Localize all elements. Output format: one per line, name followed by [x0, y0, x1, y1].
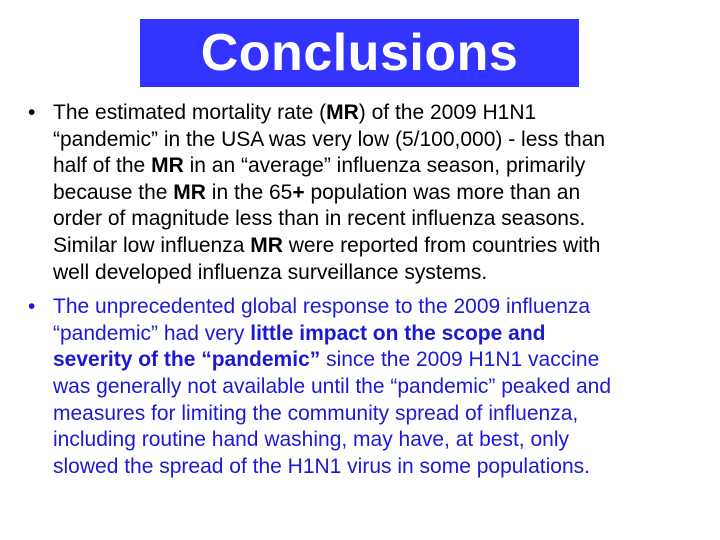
text-run-bold: severity of the “pandemic”	[53, 348, 321, 372]
text-run: The estimated mortality rate (	[53, 101, 327, 124]
text-run-bold: MR	[151, 154, 184, 178]
text-run: were reported from countries with	[282, 233, 601, 257]
text-line: measures for limiting the community spread of influenza,	[53, 401, 579, 425]
text-run: because the	[53, 180, 174, 204]
text-run: half of the	[53, 154, 152, 178]
text-line: order of magnitude less than in recent influenza seasons.	[53, 207, 586, 231]
bullet-marker: •	[28, 101, 36, 124]
text-line	[53, 233, 708, 260]
text-run-bold: MR	[173, 180, 206, 204]
text-run-bold: MR	[326, 101, 359, 124]
text-line: including routine hand washing, may have, at best, only	[53, 428, 569, 452]
text-run: in an “average” influenza season, primarily	[183, 154, 586, 178]
text-line	[53, 180, 708, 207]
text-line	[53, 100, 708, 127]
text-line	[53, 153, 708, 180]
text-line: slowed the spread of the H1N1 virus in some populations.	[53, 454, 590, 478]
text-line: well developed influenza surveillance systems.	[53, 260, 488, 284]
text-run-bold: +	[292, 180, 305, 204]
text-run: since the 2009 H1N1 vaccine	[320, 348, 600, 372]
bullet-mortality-rate	[28, 100, 708, 286]
text-line	[53, 347, 708, 374]
text-run: Similar low influenza	[53, 233, 251, 257]
text-line: was generally not available until the “pandemic” peaked and	[53, 374, 612, 398]
text-run-bold: little impact on the scope and	[250, 321, 546, 345]
page-title: Conclusions	[200, 24, 519, 82]
text-line: “pandemic” in the USA was very low (5/100,000) - less than	[53, 127, 606, 151]
text-run-bold: MR	[250, 233, 283, 257]
text-line: The unprecedented global response to the 2009 influenza	[53, 295, 591, 319]
text-line	[53, 321, 708, 348]
title-banner	[140, 19, 579, 87]
text-run: in the 65	[205, 180, 293, 204]
bullet-global-response	[28, 294, 708, 480]
text-run: population was more than an	[304, 180, 581, 204]
bullet-marker: •	[28, 295, 36, 319]
text-run: “pandemic” had very	[53, 321, 251, 345]
conclusions-list	[28, 100, 708, 480]
text-run: ) of the 2009 H1N1	[358, 101, 537, 124]
